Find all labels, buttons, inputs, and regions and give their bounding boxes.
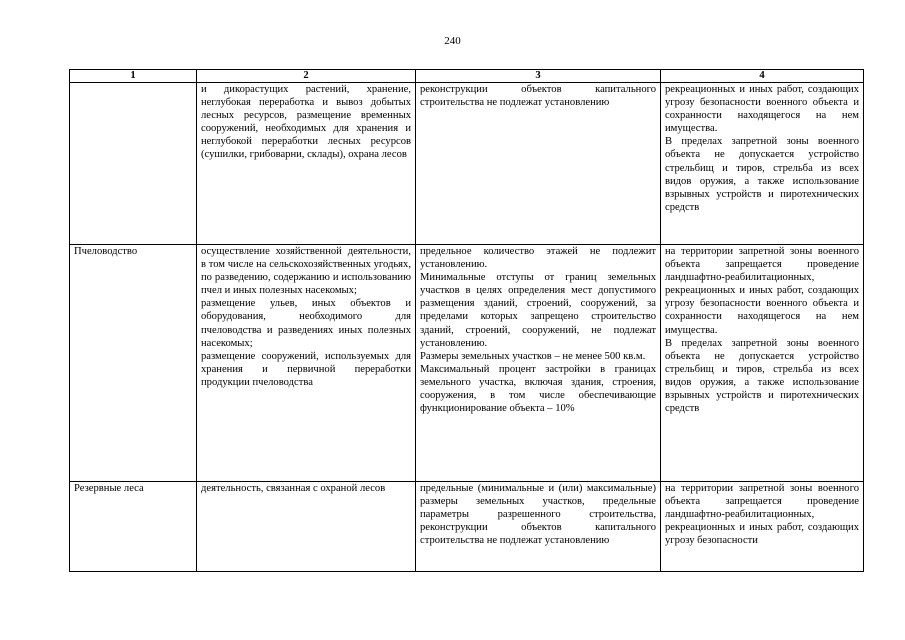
permitted-use-cell — [197, 482, 416, 572]
cell-paragraph: рекреационных и иных работ, создающих угрозу безопасности военного объекта и сохранности находящегося на нем имущества. — [665, 84, 859, 135]
cell-paragraph: рекреационных и иных работ, создающих угрозу безопасности — [665, 522, 859, 547]
parameters-cell — [416, 482, 661, 572]
permitted-use-cell — [197, 83, 416, 245]
column-header-1: 1 — [70, 70, 197, 83]
cell-paragraph: В пределах запретной зоны военного объекта не допускается устройство стрельбищ и тиров, стрельба из всех видов оружия, а также использование взрывных устройств и пиротехнических средств — [665, 337, 859, 415]
cell-paragraph: на территории запретной зоны военного объекта запрещается проведение ландшафтно-реабилитационных, — [665, 246, 859, 284]
table-row — [70, 245, 864, 482]
cell-paragraph: деятельность, связанная с охраной лесов — [201, 483, 386, 494]
cell-paragraph: рекреационных и иных работ, создающих угрозу безопасности военного объекта и сохранности находящегося на нем имущества. — [665, 285, 859, 336]
page-number: 240 — [444, 35, 461, 47]
zone-name-cell — [70, 83, 197, 245]
cell-paragraph: предельное количество этажей не подлежит установлению. — [420, 246, 656, 271]
column-header-2: 2 — [197, 70, 416, 83]
restrictions-cell — [661, 83, 864, 245]
parameters-cell — [416, 83, 661, 245]
cell-paragraph: реконструкции объектов капитального строительства не подлежат установлению — [420, 84, 656, 109]
cell-paragraph: размещение ульев, иных объектов и оборудования, необходимого для пчеловодства и разведениях иных полезных насекомых; — [201, 298, 411, 349]
column-header-3: 3 — [416, 70, 661, 83]
cell-paragraph: предельные (минимальные и (или) максимальные) размеры земельных участков, предельные параметры разрешенного строительства, реконструкции объектов капитального строительства не подлежат установлению — [420, 483, 656, 547]
cell-paragraph: размещение сооружений, используемых для хранения и первичной переработки продукции пчеловодства — [201, 350, 411, 388]
column-header-4: 4 — [661, 70, 864, 83]
table-header-row — [70, 70, 864, 83]
cell-paragraph: Максимальный процент застройки в границах земельного участка, включая здания, строения, сооружения, в том числе обеспечивающие функционирование объекта – 10% — [420, 363, 656, 415]
zone-name-cell: Резервные леса — [70, 482, 197, 572]
cell-paragraph: Размеры земельных участков – не менее 500 кв.м. — [420, 350, 646, 362]
cell-paragraph: Минимальные отступы от границ земельных участков в целях определения мест допустимого размещения зданий, строений, сооружений, за пределами которых запрещено строительство зданий, строений, сооружений, не подлежат установлению. — [420, 272, 656, 349]
cell-paragraph: на территории запретной зоны военного объекта запрещается проведение ландшафтно-реабилитационных, — [665, 483, 859, 521]
document-table — [69, 69, 864, 572]
restrictions-cell — [661, 482, 864, 572]
cell-paragraph: и дикорастущих растений, хранение, неглубокая переработка и вывоз добытых лесных ресурсов, размещение временных сооружений, необходимых для хранения и неглубокой переработки лесных ресурсов (сушилки, грибоварни, склады), охрана лесов — [201, 84, 411, 161]
cell-paragraph: В пределах запретной зоны военного объекта не допускается устройство стрельбищ и тиров, стрельба из всех видов оружия, а также использование взрывных устройств и пиротехнических средств — [665, 136, 859, 213]
restrictions-cell — [661, 245, 864, 482]
table-row — [70, 482, 864, 572]
zone-name-cell: Пчеловодство — [70, 245, 197, 482]
cell-paragraph: осуществление хозяйственной деятельности, в том числе на сельскохозяйственных угодьях, по разведению, содержанию и использованию пчел и иных полезных насекомых; — [201, 246, 411, 297]
table-row — [70, 83, 864, 245]
permitted-use-cell — [197, 245, 416, 482]
parameters-cell — [416, 245, 661, 482]
